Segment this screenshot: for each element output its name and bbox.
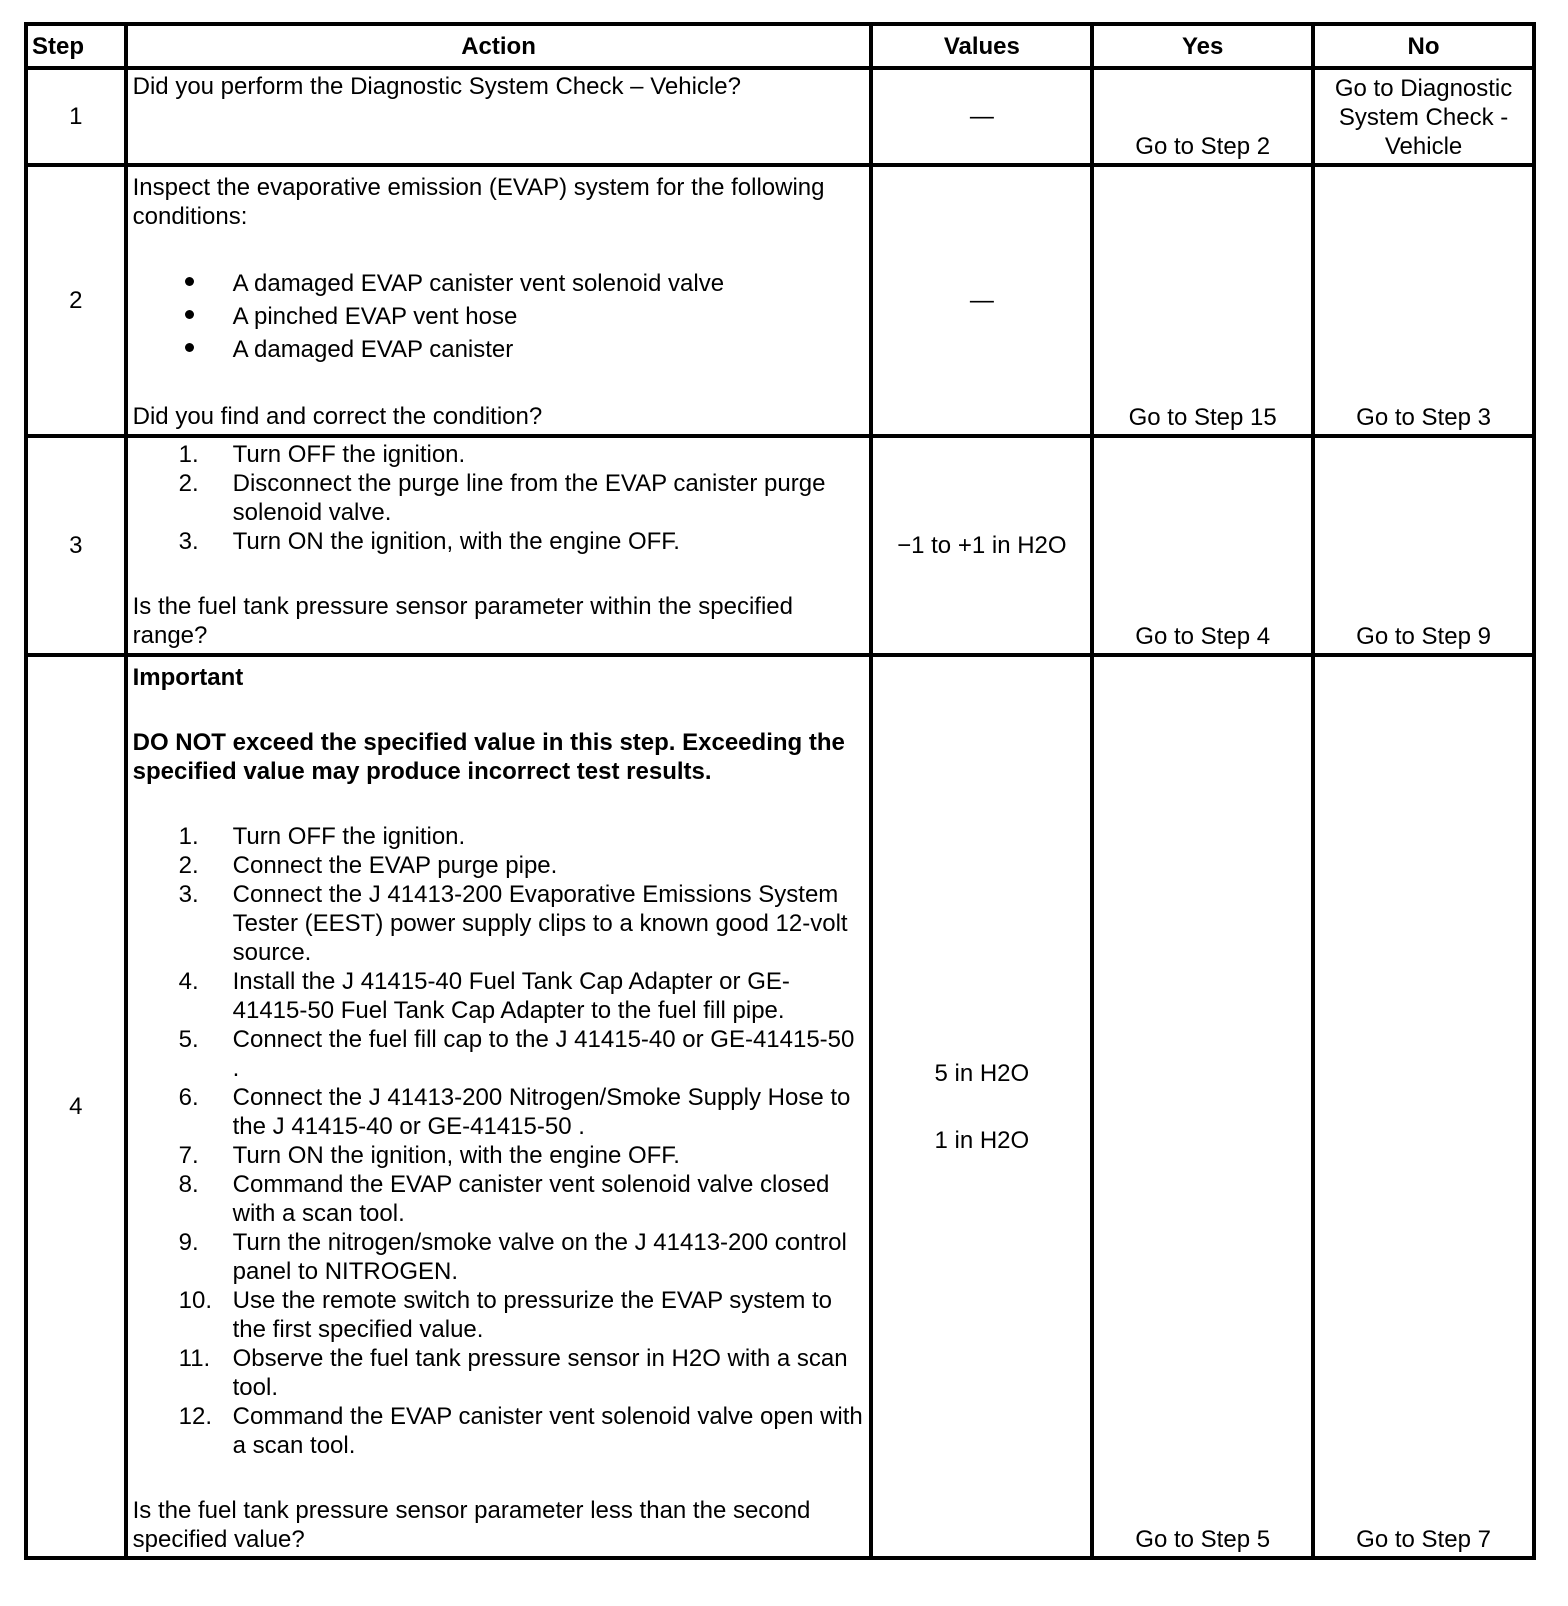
list-item	[133, 967, 865, 1025]
item-text: Use the remote switch to pressurize the EVAP system to the first specified value.	[232, 1287, 832, 1343]
table-row-step-4	[26, 655, 1534, 1558]
no-cell: Go to Step 9	[1313, 436, 1534, 655]
action-question: Is the fuel tank pressure sensor parameter within the specified range?	[132, 593, 793, 649]
list-item: A pinched EVAP vent hose	[133, 300, 865, 333]
item-text: Connect the J 41413-200 Evaporative Emissions System Tester (EEST) power supply clips to a known good 12-volt source.	[232, 881, 848, 966]
list-item	[133, 1141, 865, 1170]
important-text: DO NOT exceed the specified value in this step. Exceeding the specified value may produce incorrect test results.	[132, 729, 845, 785]
diagnostic-table	[24, 22, 1536, 1560]
item-number: 7.	[178, 1142, 199, 1169]
list-item: A damaged EVAP canister	[133, 333, 865, 366]
no-cell: Go to Diagnostic System Check - Vehicle	[1313, 68, 1534, 165]
list-item	[133, 1228, 865, 1286]
item-text: Turn OFF the ignition.	[232, 823, 466, 850]
list-item	[133, 1170, 865, 1228]
header-step: Step	[26, 24, 126, 68]
item-number: 3.	[178, 528, 199, 555]
action-cell	[126, 436, 872, 655]
item-text: Turn OFF the ignition.	[232, 441, 466, 468]
item-text: Disconnect the purge line from the EVAP canister purge solenoid valve.	[232, 470, 826, 526]
action-text: Did you perform the Diagnostic System Check – Vehicle?	[132, 73, 741, 100]
step-number: 1	[26, 68, 126, 165]
procedure-list	[133, 440, 865, 556]
value-cell: —	[871, 165, 1092, 436]
item-number: 11.	[178, 1345, 211, 1372]
table-row-step-2	[26, 165, 1534, 436]
item-text: Connect the J 41413-200 Nitrogen/Smoke Supply Hose to the J 41415-40 or GE-41415-50 .	[232, 1084, 851, 1140]
item-text: Turn ON the ignition, with the engine OFF.	[232, 1142, 680, 1169]
item-number: 1.	[178, 441, 199, 468]
action-cell	[126, 68, 872, 165]
item-number: 6.	[178, 1084, 199, 1111]
value-cell: −1 to +1 in H2O	[871, 436, 1092, 655]
list-item: A damaged EVAP canister vent solenoid valve	[133, 267, 865, 300]
yes-cell: Go to Step 4	[1092, 436, 1313, 655]
item-number: 8.	[178, 1171, 199, 1198]
item-number: 3.	[178, 881, 199, 908]
item-text: Command the EVAP canister vent solenoid valve closed with a scan tool.	[232, 1171, 830, 1227]
yes-cell: Go to Step 5	[1092, 655, 1313, 1558]
header-yes: Yes	[1092, 24, 1313, 68]
item-text: Observe the fuel tank pressure sensor in H2O with a scan tool.	[232, 1345, 848, 1401]
condition-list	[133, 267, 865, 366]
important-label: Important	[132, 664, 244, 691]
list-item	[133, 1286, 865, 1344]
header-no: No	[1313, 24, 1534, 68]
step-number: 4	[26, 655, 126, 1558]
list-item	[133, 440, 865, 469]
yes-cell: Go to Step 15	[1092, 165, 1313, 436]
item-number: 2.	[178, 470, 199, 497]
item-text: Connect the EVAP purge pipe.	[232, 852, 558, 879]
item-number: 4.	[178, 968, 199, 995]
list-item	[133, 1083, 865, 1141]
action-cell	[126, 165, 872, 436]
list-item	[133, 1344, 865, 1402]
action-question: Is the fuel tank pressure sensor parameter less than the second specified value?	[132, 1497, 811, 1553]
no-cell: Go to Step 3	[1313, 165, 1534, 436]
list-item	[133, 851, 865, 880]
list-item	[133, 527, 865, 556]
table-row-step-3	[26, 436, 1534, 655]
item-number: 10.	[178, 1287, 213, 1314]
step-number: 3	[26, 436, 126, 655]
item-number: 12.	[178, 1403, 213, 1430]
header-values: Values	[871, 24, 1092, 68]
header-action: Action	[126, 24, 872, 68]
table-row-step-1	[26, 68, 1534, 165]
action-question: Did you find and correct the condition?	[132, 403, 543, 430]
item-number: 9.	[178, 1229, 199, 1256]
action-cell	[126, 655, 872, 1558]
no-cell: Go to Step 7	[1313, 655, 1534, 1558]
list-item	[133, 1402, 865, 1460]
item-text: Command the EVAP canister vent solenoid valve open with a scan tool.	[232, 1403, 863, 1459]
list-item	[133, 469, 865, 527]
item-text: Connect the fuel fill cap to the J 41415-40 or GE-41415-50 .	[232, 1026, 855, 1082]
item-number: 5.	[178, 1026, 199, 1053]
item-number: 1.	[178, 823, 199, 850]
value-cell: —	[871, 68, 1092, 165]
item-text: Turn the nitrogen/smoke valve on the J 41413-200 control panel to NITROGEN.	[232, 1229, 847, 1285]
value-cell	[871, 655, 1092, 1558]
action-intro: Inspect the evaporative emission (EVAP) system for the following conditions:	[132, 174, 825, 230]
second-value: 1 in H2O	[934, 1126, 1030, 1154]
item-text: Turn ON the ignition, with the engine OFF.	[232, 528, 680, 555]
header-row	[26, 24, 1534, 68]
yes-cell: Go to Step 2	[1092, 68, 1313, 165]
list-item	[133, 822, 865, 851]
first-value: 5 in H2O	[934, 1059, 1030, 1087]
item-text: Install the J 41415-40 Fuel Tank Cap Adapter or GE-41415-50 Fuel Tank Cap Adapter to the fuel fill pipe.	[232, 968, 790, 1024]
procedure-list	[133, 822, 865, 1460]
step-number: 2	[26, 165, 126, 436]
item-number: 2.	[178, 852, 199, 879]
list-item	[133, 880, 865, 967]
list-item	[133, 1025, 865, 1083]
